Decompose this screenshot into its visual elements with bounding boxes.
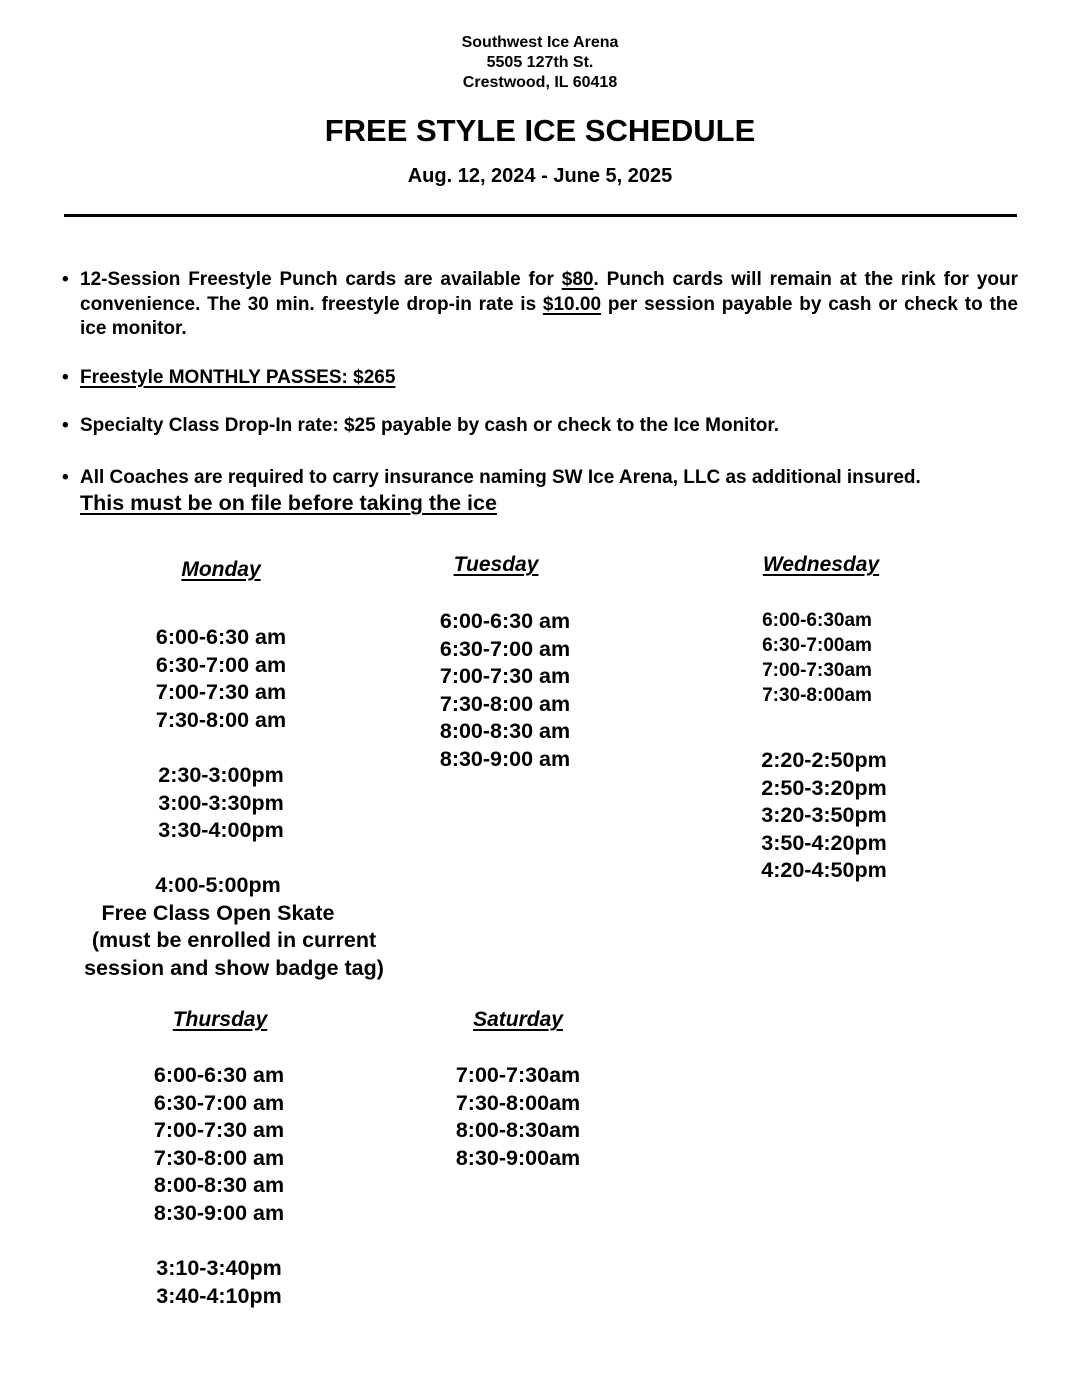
day-header-monday: Monday xyxy=(181,558,261,581)
time-slot: 8:00-8:30am xyxy=(455,1118,581,1142)
day-header-saturday: Saturday xyxy=(473,1008,563,1031)
open-skate-line: session and show badge tag) xyxy=(84,955,384,980)
time-slot: 7:30-8:00 am xyxy=(439,691,571,716)
time-slot: 8:30-9:00 am xyxy=(439,746,571,771)
header-divider xyxy=(64,214,1017,217)
time-slot: 6:00-6:30 am xyxy=(439,609,571,633)
bullet-icon: • xyxy=(62,269,69,290)
time-slot: 8:00-8:30 am xyxy=(439,719,571,743)
punch-card-text: 12-Session Freestyle Punch cards are available for xyxy=(80,269,562,290)
time-slot: 6:00-6:30am xyxy=(762,610,872,631)
bullet-specialty-class xyxy=(62,414,1018,439)
monday-open-skate-note xyxy=(24,927,444,982)
punch-card-price: $80 xyxy=(561,269,594,290)
punch-card-text-2: . Punch cards will remain at the rink for your convenience. The 30 min. freestyle drop-in rate is xyxy=(80,269,1018,315)
time-slot: 3:00-3:30pm xyxy=(158,790,284,815)
time-slot: 3:40-4:10pm xyxy=(156,1283,282,1308)
time-slot: 2:20-2:50pm xyxy=(761,748,887,772)
time-slot: 6:00-6:30 am xyxy=(155,625,287,649)
day-header-thursday: Thursday xyxy=(172,1008,268,1031)
time-slot: 8:00-8:30 am xyxy=(153,1173,285,1197)
specialty-class-text: Specialty Class Drop-In rate: $25 payable by cash or check to the Ice Monitor. xyxy=(80,415,780,436)
venue-name: Southwest Ice Arena xyxy=(461,34,619,51)
bullet-icon: • xyxy=(62,415,69,436)
time-slot: 3:50-4:20pm xyxy=(761,830,887,855)
monday-afternoon-slots xyxy=(71,762,371,845)
bullet-coach-insurance xyxy=(62,466,1018,491)
monday-open-skate xyxy=(68,872,368,927)
time-slot: 7:30-8:00 am xyxy=(153,1145,285,1170)
punch-card-text-3: per session payable by cash or check to the ice monitor. xyxy=(80,293,1018,339)
page-title: FREE STYLE ICE SCHEDULE xyxy=(324,113,756,148)
time-slot: 7:00-7:30 am xyxy=(439,664,571,688)
wednesday-afternoon-slots xyxy=(674,747,974,885)
monday-morning-slots xyxy=(71,624,371,734)
venue-city: Crestwood, IL 60418 xyxy=(462,74,618,91)
schedule-dates: Aug. 12, 2024 - June 5, 2025 xyxy=(407,165,673,187)
time-slot: 6:00-6:30 am xyxy=(153,1063,285,1087)
open-skate-time: 4:00-5:00pm xyxy=(155,873,281,897)
time-slot: 6:30-7:00 am xyxy=(153,1090,285,1115)
time-slot: 3:20-3:50pm xyxy=(761,803,887,827)
open-skate-line: (must be enrolled in current xyxy=(91,928,377,952)
bullet-monthly-pass xyxy=(62,366,1018,391)
time-slot: 7:00-7:30am xyxy=(455,1063,581,1087)
time-slot: 4:20-4:50pm xyxy=(761,858,887,882)
time-slot: 8:30-9:00am xyxy=(455,1145,581,1170)
monthly-pass-text: Freestyle MONTHLY PASSES: $265 xyxy=(80,367,396,388)
time-slot: 7:00-7:30 am xyxy=(155,680,287,704)
time-slot: 7:00-7:30 am xyxy=(153,1118,285,1142)
drop-in-rate: $10.00 xyxy=(542,293,602,315)
time-slot: 6:30-7:00 am xyxy=(439,636,571,661)
wednesday-morning-slots xyxy=(667,608,967,708)
venue-street: 5505 127th St. xyxy=(486,54,594,71)
time-slot: 7:30-8:00 am xyxy=(155,707,287,732)
bullet-icon: • xyxy=(62,367,69,388)
thursday-afternoon-slots xyxy=(69,1255,369,1310)
time-slot: 6:30-7:00 am xyxy=(155,652,287,677)
day-header-tuesday: Tuesday xyxy=(453,553,539,576)
bullet-punch-cards xyxy=(62,268,1018,342)
time-slot: 7:00-7:30am xyxy=(762,660,872,681)
time-slot: 2:50-3:20pm xyxy=(761,775,887,800)
time-slot: 7:30-8:00am xyxy=(455,1090,581,1115)
day-header-wednesday: Wednesday xyxy=(762,553,880,576)
open-skate-line: Free Class Open Skate xyxy=(101,900,335,925)
time-slot: 6:30-7:00am xyxy=(762,635,872,656)
time-slot: 8:30-9:00 am xyxy=(153,1200,285,1225)
insurance-note: This must be on file before taking the ice xyxy=(80,491,497,515)
saturday-morning-slots xyxy=(368,1062,668,1172)
bullet-icon: • xyxy=(62,467,69,488)
coach-insurance-text: All Coaches are required to carry insurance naming SW Ice Arena, LLC as additional insured. xyxy=(80,467,921,488)
time-slot: 3:30-4:00pm xyxy=(158,818,284,842)
time-slot: 3:10-3:40pm xyxy=(156,1256,282,1280)
time-slot: 7:30-8:00am xyxy=(762,685,872,706)
time-slot: 2:30-3:00pm xyxy=(158,763,284,787)
tuesday-morning-slots xyxy=(355,608,655,773)
thursday-morning-slots xyxy=(69,1062,369,1227)
